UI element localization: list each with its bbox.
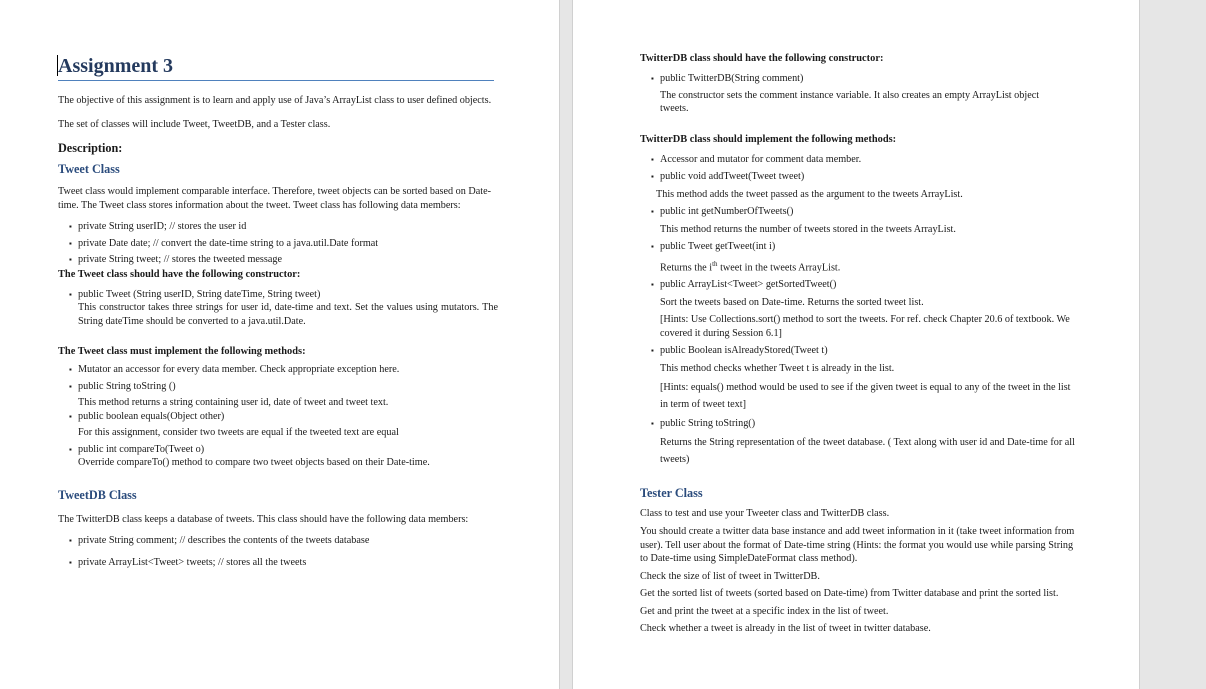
intro-paragraph: The objective of this assignment is to learn and apply use of Java’s ArrayList class to user defined objects. — [58, 95, 492, 106]
document-page-1 — [0, 0, 560, 689]
list-item: ▪ private ArrayList<Tweet> tweets; // stores all the tweets — [58, 556, 498, 570]
method-hint: [Hints: equals() method would be used to see if the given tweet is equal to any of the tweet in the list in term of tweet text] — [660, 382, 1071, 411]
twitterdb-constructor-heading: TwitterDB class should have the following constructor: — [640, 53, 884, 64]
document-title: Assignment 3 — [58, 55, 494, 81]
constructor-description: The constructor sets the comment instance variable. It also creates an empty ArrayList object tweets. — [660, 89, 1040, 114]
tester-paragraph: Get the sorted list of tweets (sorted based on Date-time) from Twitter database and print the sorted list. — [640, 588, 1059, 600]
method-description: This method adds the tweet passed as the argument to the tweets ArrayList. — [656, 188, 963, 200]
twitterdb-methods-list-5 — [640, 344, 1080, 358]
tester-paragraph: You should create a twitter data base instance and add tweet information in it (take tweet information from user). Tell user about the format of Date-time string (Hints: the format you would use while parsing String to Date-time using SimpleDateFormat class method). — [640, 526, 1075, 565]
tester-paragraph: Check the size of list of tweet in TwitterDB. — [640, 570, 820, 582]
tweet-members-list — [58, 220, 498, 267]
tweetdb-members-list — [58, 534, 498, 569]
tester-class-heading: Tester Class — [640, 485, 703, 500]
list-item: ▪ public Tweet (String userID, String dateTime, String tweet) — [58, 288, 498, 302]
list-item: ▪ public int compareTo(Tweet o) — [58, 443, 498, 457]
tweet-class-heading: Tweet Class — [58, 162, 120, 176]
tweetdb-class-heading: TweetDB Class — [58, 487, 137, 502]
classes-paragraph: The set of classes will include Tweet, TweetDB, and a Tester class. — [58, 118, 331, 130]
method-description: For this assignment, consider two tweets are equal if the tweeted text are equal — [78, 427, 399, 438]
list-item: ▪ private String userID; // stores the user id — [58, 220, 498, 234]
method-hint: [Hints: Use Collections.sort() method to sort the tweets. For ref. check Chapter 20.6 of textbook. We covered it during Session 6.1] — [660, 314, 1070, 339]
tweetdb-paragraph: The TwitterDB class keeps a database of tweets. This class should have the following data members: — [58, 513, 469, 525]
list-item: ▪ private String tweet; // stores the tweeted message — [58, 253, 498, 267]
list-item: ▪ public void addTweet(Tweet tweet) — [640, 170, 1080, 184]
twitterdb-methods-heading: TwitterDB class should implement the following methods: — [640, 133, 897, 145]
tweet-constructor-list — [58, 288, 498, 302]
twitterdb-methods-list-2 — [640, 205, 1080, 219]
tweet-constructor-desc: This constructor takes three strings for user id, date-time and text. Set the values using mutators. The String dateTime should be converted to a java.util.Date. — [78, 302, 498, 327]
list-item: ▪ public TwitterDB(String comment) — [640, 72, 1080, 86]
list-item: ▪ private Date date; // convert the date-time string to a java.util.Date format — [58, 237, 498, 251]
desc-text: tweet in the tweets ArrayList. — [717, 261, 841, 273]
list-item: ▪ public String toString() — [640, 417, 1080, 431]
tweet-methods-list-3 — [58, 443, 498, 457]
method-description: Override compareTo() method to compare two tweet objects based on their Date-time. — [78, 457, 430, 468]
list-item: ▪ private String comment; // describes the contents of the tweets database — [58, 534, 498, 548]
list-item: ▪ public Tweet getTweet(int i) — [640, 240, 1080, 254]
list-item: ▪ Mutator an accessor for every data member. Check appropriate exception here. — [58, 363, 498, 377]
tester-paragraph: Get and print the tweet at a specific index in the list of tweet. — [640, 605, 889, 617]
tweet-class-paragraph: Tweet class would implement comparable interface. Therefore, tweet objects can be sorted based on Date-time. The Tweet class stores information about the tweet. Tweet class has following data members: — [58, 186, 492, 211]
list-item: ▪ Accessor and mutator for comment data member. — [640, 153, 1080, 167]
list-item: ▪ public Boolean isAlreadyStored(Tweet t) — [640, 344, 1080, 358]
page-2-content[interactable] — [640, 53, 1080, 636]
list-item: ▪ public int getNumberOfTweets() — [640, 205, 1080, 219]
method-description: This method checks whether Tweet t is already in the list. — [660, 362, 895, 374]
method-description: This method returns the number of tweets stored in the tweets ArrayList. — [660, 223, 956, 235]
list-item: ▪ public boolean equals(Object other) — [58, 410, 498, 424]
twitterdb-methods-list-6 — [640, 417, 1080, 431]
method-description: Sort the tweets based on Date-time. Returns the sorted tweet list. — [660, 296, 924, 308]
tweet-methods-heading: The Tweet class must implement the following methods: — [58, 346, 306, 357]
twitterdb-methods-list-4 — [640, 278, 1080, 292]
desc-text: Returns the i — [660, 261, 713, 273]
list-item: ▪ public String toString () — [58, 380, 498, 394]
tester-paragraph: Class to test and use your Tweeter class and TwitterDB class. — [640, 507, 890, 519]
description-heading: Description: — [58, 141, 123, 155]
list-item: ▪ public ArrayList<Tweet> getSortedTweet() — [640, 278, 1080, 292]
document-page-2 — [572, 0, 1140, 689]
twitterdb-methods-list-3 — [640, 240, 1080, 254]
tester-paragraph: Check whether a tweet is already in the list of tweet in twitter database. — [640, 623, 931, 635]
method-description — [640, 258, 1080, 275]
twitterdb-constructor-list — [640, 72, 1080, 86]
method-description: This method returns a string containing user id, date of tweet and tweet text. — [78, 397, 389, 408]
page-1-content[interactable] — [58, 55, 498, 569]
tweet-constructor-heading: The Tweet class should have the following constructor: — [58, 268, 301, 280]
method-description: Returns the String representation of the tweet database. ( Text along with user id and Date-time for all tweets) — [660, 436, 1075, 465]
ordinal-superscript: th — [712, 259, 718, 268]
tweet-methods-list-2 — [58, 410, 498, 424]
twitterdb-methods-list — [640, 153, 1080, 184]
tweet-methods-list — [58, 363, 498, 393]
